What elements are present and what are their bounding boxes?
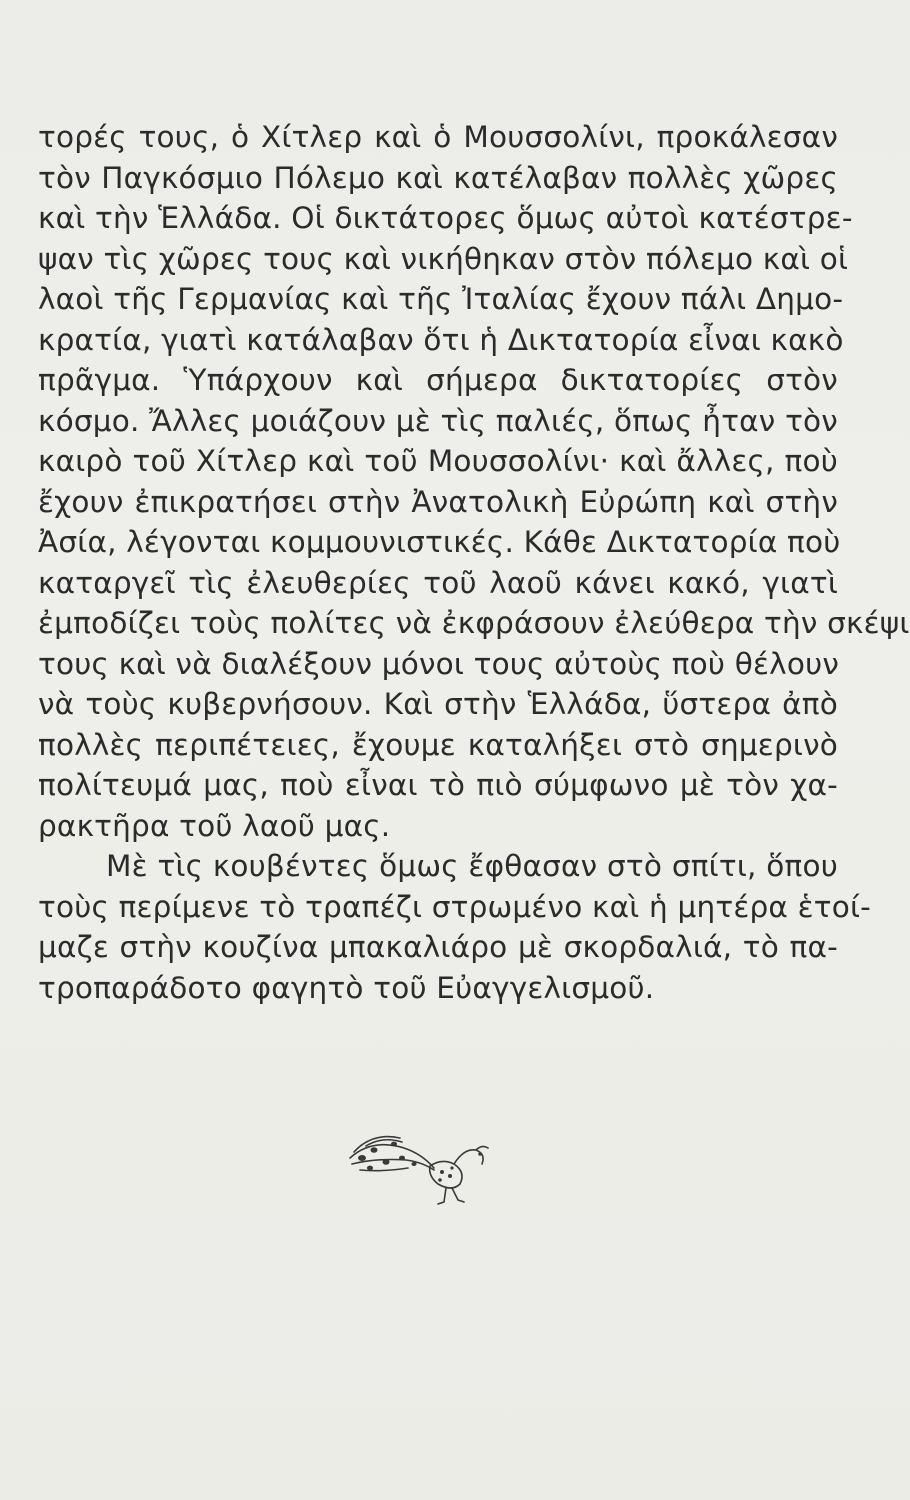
text-line: ψαν τὶς χῶρες τους καὶ νικήθηκαν στὸν πόλεμο καὶ οἱ xyxy=(38,241,849,276)
text-line-last: ρακτῆρα τοῦ λαοῦ μας. xyxy=(38,808,391,843)
text-line: τὸν Παγκόσμιο Πόλεμο καὶ κατέλαβαν πολλὲς χῶρες xyxy=(38,160,838,195)
text-line: πολλὲς περιπέτειες, ἔχουμε καταλήξει στὸ σημερινὸ xyxy=(38,727,838,762)
paragraph-1 xyxy=(38,117,910,846)
text-line: νὰ τοὺς κυβερνήσουν. Καὶ στὴν Ἑλλάδα, ὕστερα ἀπὸ xyxy=(38,687,838,721)
text-line: τοὺς περίμενε τὸ τραπέζι στρωμένο καὶ ἡ μητέρα ἑτοί- xyxy=(38,889,872,924)
text-line: ἔχουν ἐπικρατήσει στὴν Ἀνατολικὴ Εὐρώπη καὶ στὴν xyxy=(38,484,838,519)
text-line: κόσμο. Ἄλλες μοιάζουν μὲ τὶς παλιές, ὅπως ἦταν τὸν xyxy=(38,403,838,438)
text-line: τορές τους, ὁ Χίτλερ καὶ ὁ Μουσσολίνι, προκάλεσαν xyxy=(38,120,838,154)
text-line: καιρὸ τοῦ Χίτλερ καὶ τοῦ Μουσσολίνι· καὶ ἄλλες, ποὺ xyxy=(38,444,838,478)
paragraph-2 xyxy=(38,846,872,1008)
text-line: καὶ τὴν Ἑλλάδα. Οἱ δικτάτορες ὅμως αὐτοὶ κατέστρε- xyxy=(38,201,853,235)
text-line-indented: Μὲ τὶς κουβέντες ὅμως ἔφθασαν στὸ σπίτι, ὅπου xyxy=(106,849,838,883)
text-line: πολίτευμά μας, ποὺ εἶναι τὸ πιὸ σύμφωνο μὲ τὸν χα- xyxy=(38,768,838,802)
text-line: μαζε στὴν κουζίνα μπακαλιάρο μὲ σκορδαλιά, τὸ πα- xyxy=(38,930,838,964)
text-line: καταργεῖ τὶς ἐλευθερίες τοῦ λαοῦ κάνει κακό, γιατὶ xyxy=(38,565,838,600)
text-line: τους καὶ νὰ διαλέξουν μόνοι τους αὐτοὺς ποὺ θέλουν xyxy=(38,646,840,681)
text-block xyxy=(38,117,910,1008)
text-line-last: τροπαράδοτο φαγητὸ τοῦ Εὐαγγελισμοῦ. xyxy=(38,970,655,1005)
text-line: ἐμποδίζει τοὺς πολίτες νὰ ἐκφράσουν ἐλεύθερα τὴν σκέψι xyxy=(38,606,910,640)
text-line: πρᾶγμα. Ὑπάρχουν καὶ σήμερα δικτατορίες στὸν xyxy=(38,363,838,397)
text-line: λαοὶ τῆς Γερμανίας καὶ τῆς Ἰταλίας ἔχουν πάλι Δημο- xyxy=(38,282,844,316)
text-line: κρατία, γιατὶ κατάλαβαν ὅτι ἡ Δικτατορία εἶναι κακὸ xyxy=(38,322,844,357)
peacock-ornament-icon xyxy=(342,1118,512,1208)
text-line: Ἀσία, λέγονται κομμουνιστικές. Κάθε Δικτατορία ποὺ xyxy=(38,525,841,559)
